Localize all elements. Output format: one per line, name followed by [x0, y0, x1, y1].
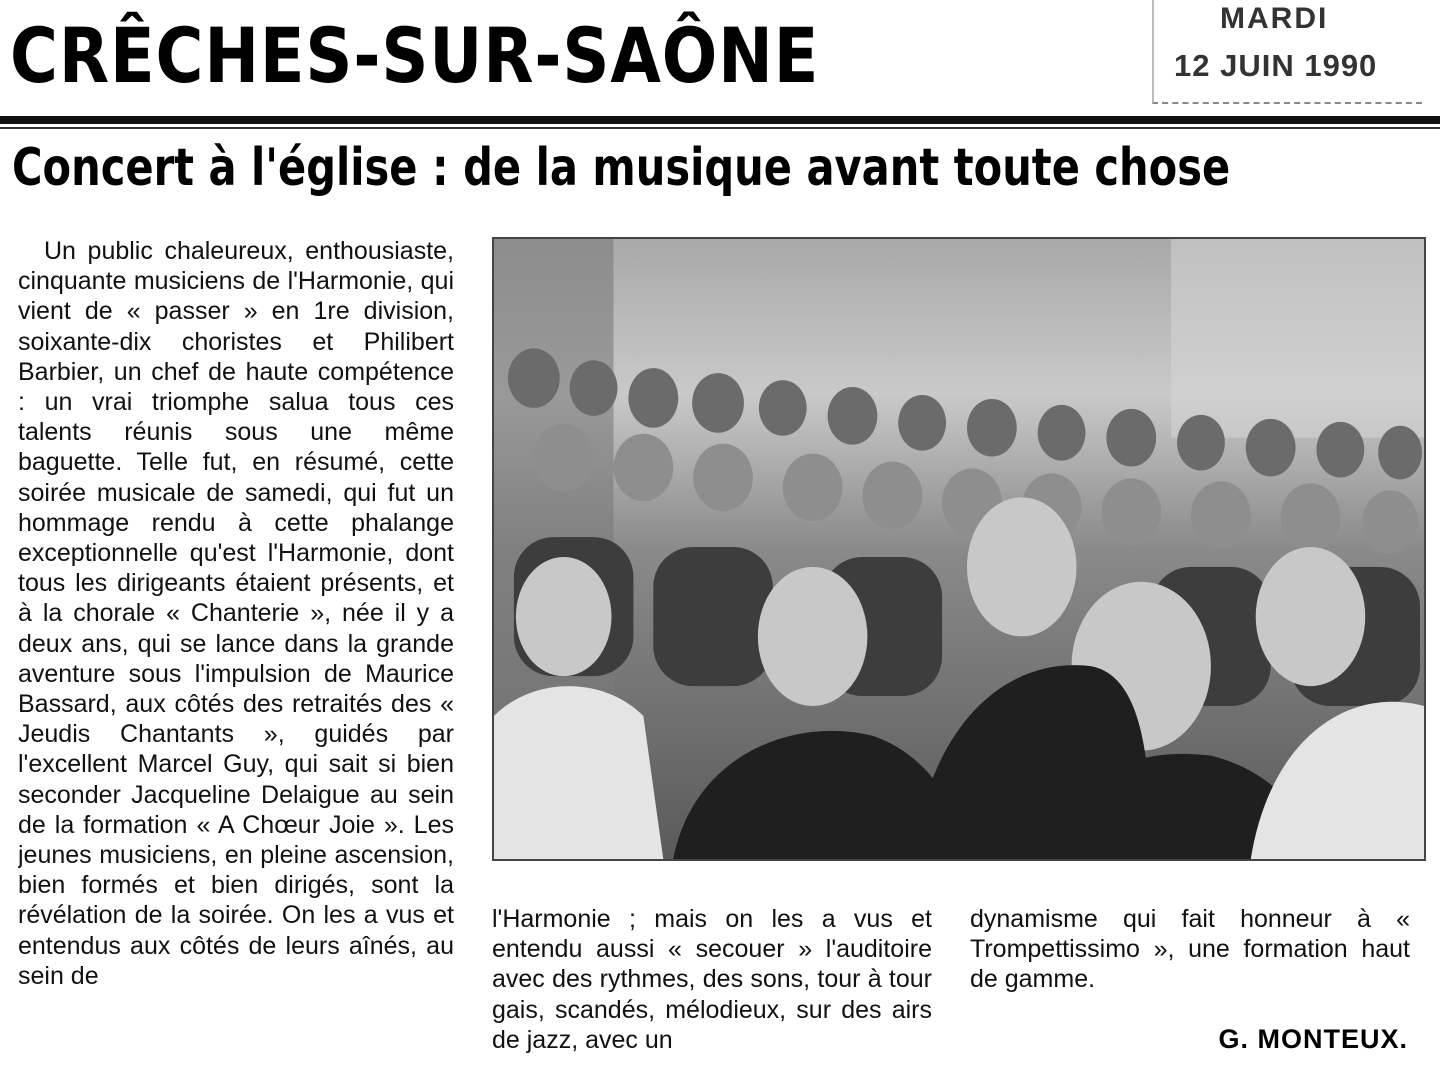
- article-byline: G. MONTEUX.: [1218, 1024, 1408, 1054]
- date-stamp: [1152, 0, 1422, 104]
- masthead-rule: [0, 116, 1440, 124]
- audience-photo-image: [494, 239, 1424, 859]
- concert-audience-photo: [492, 237, 1426, 861]
- date-stamp-day: MARDI: [1220, 2, 1329, 35]
- town-heading: CRÊCHES-SUR-SAÔNE: [10, 11, 820, 100]
- date-stamp-date: 12 JUIN 1990: [1174, 48, 1378, 83]
- article-column-1: Un public chaleureux, enthousiaste, cinquante musiciens de l'Harmonie, qui vient de « passer » en 1re division, soixante-dix choristes et Philibert Barbier, un chef de haute compétence : un vrai triomphe salua tous ces talents réunis sous une même baguette. Telle fut, en résumé, cette soirée musicale de samedi, qui fut un hommage rendu à cette phalange exceptionnelle qu'est l'Harmonie, dont tous les dirigeants étaient présents, et à la chorale « Chanterie », née il y a deux ans, qui se lance dans la grande aventure sous l'impulsion de Maurice Bassard, aux côtés des retraités des « Jeudis Chantants », guidés par l'excellent Marcel Guy, qui sait si bien seconder Jacqueline Delaigue au sein de la formation « A Chœur Joie ». Les jeunes musiciens, en pleine ascension, bien formés et bien dirigés, sont la révélation de la soirée. On les a vus et entendus aux côtés de leurs aînés, au sein de: [18, 237, 454, 990]
- article-headline: Concert à l'église : de la musique avant toute chose: [12, 138, 1231, 198]
- article-column-2: l'Harmonie ; mais on les a vus et entendu aussi « secouer » l'auditoire avec des rythmes, des sons, tour à tour gais, scandés, mélodieux, sur des airs de jazz, avec un: [492, 905, 932, 1054]
- article-column-3: dynamisme qui fait honneur à « Trompettissimo », une formation haut de gamme.: [970, 905, 1410, 994]
- masthead-rule-thin: [0, 127, 1440, 129]
